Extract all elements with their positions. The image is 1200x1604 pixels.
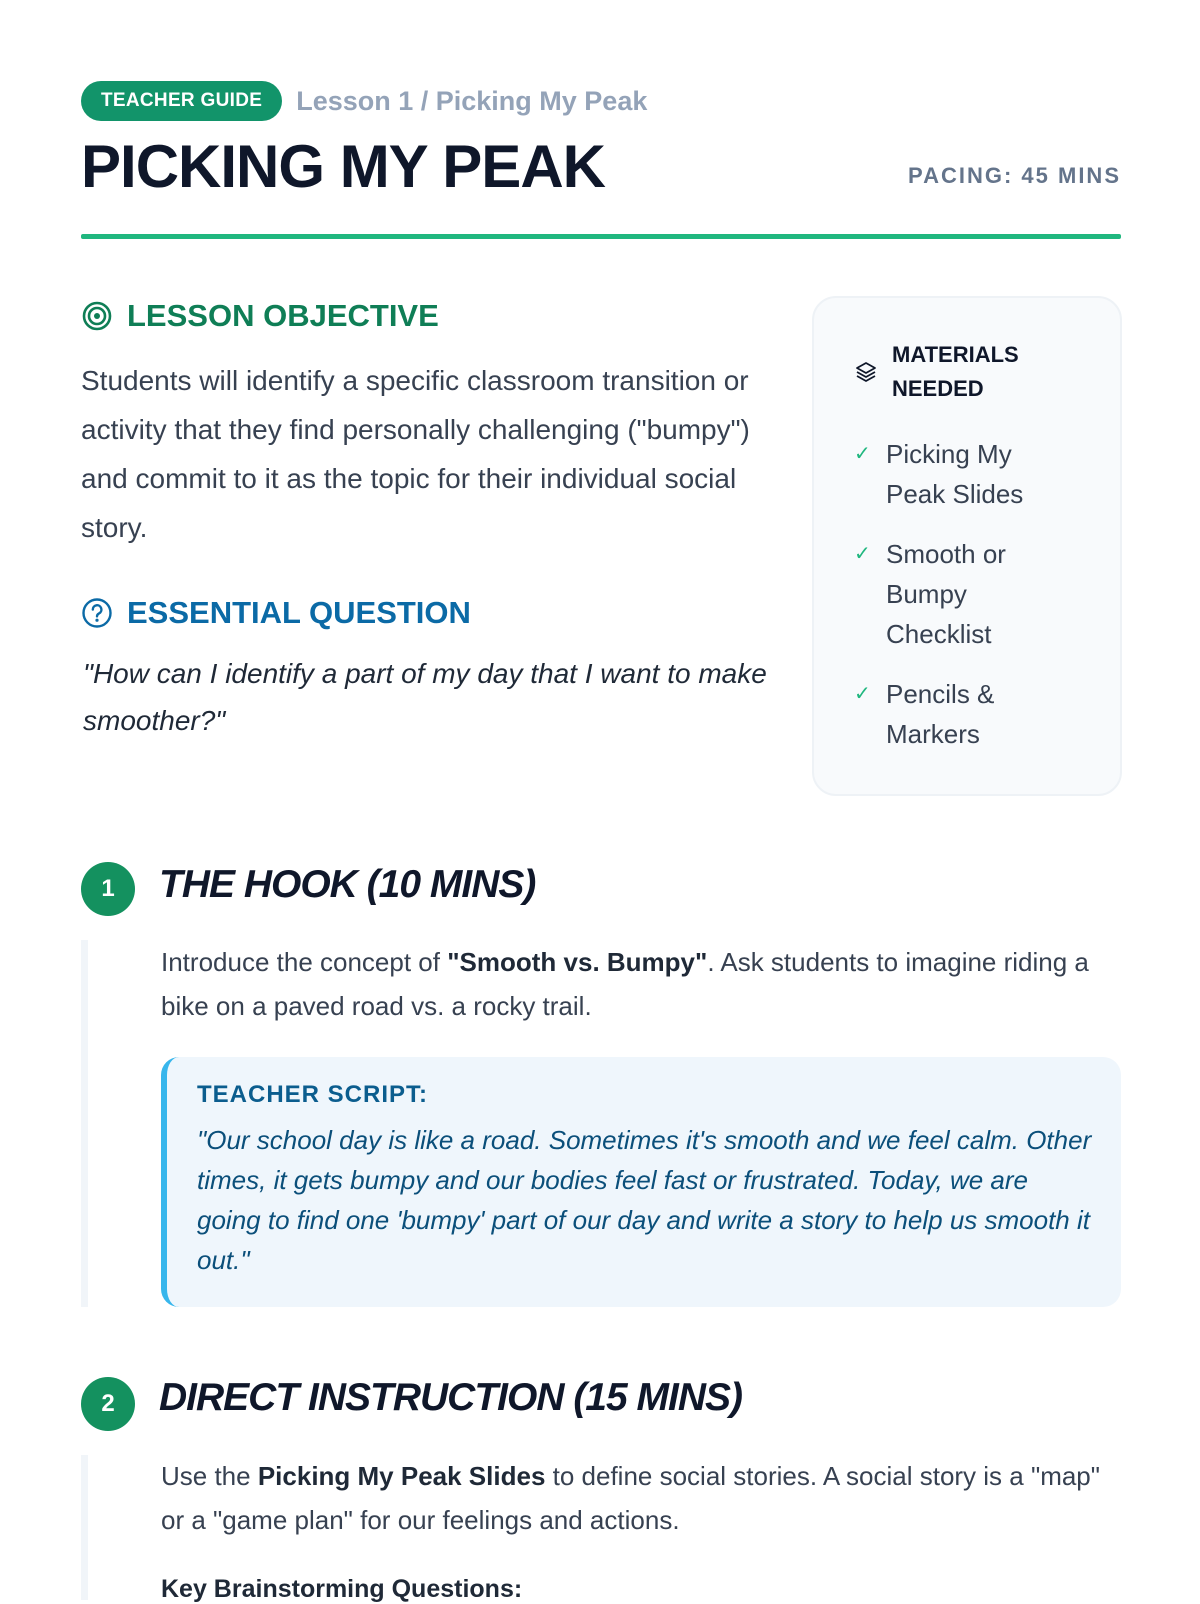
objective-title: LESSON OBJECTIVE <box>127 298 439 333</box>
essential-question-text: "How can I identify a part of my day that I want to make smoother?" <box>83 658 767 736</box>
page-title: PICKING MY PEAK <box>81 133 605 200</box>
pacing-label: PACING: 45 MINS <box>908 163 1121 188</box>
header-divider <box>81 234 1121 239</box>
essential-question-title: ESSENTIAL QUESTION <box>127 595 471 630</box>
target-icon <box>81 300 113 332</box>
essential-question-heading <box>81 595 471 631</box>
material-item <box>854 534 1026 654</box>
step-number-badge: 2 <box>81 1377 135 1431</box>
teacher-script-box <box>161 1057 1121 1307</box>
question-circle-icon <box>81 597 113 629</box>
materials-card <box>812 296 1122 796</box>
header-row <box>81 81 647 121</box>
breadcrumb[interactable]: Lesson 1 / Picking My Peak <box>296 85 648 116</box>
step-rail <box>81 1455 88 1600</box>
script-label: TEACHER SCRIPT: <box>197 1081 429 1108</box>
step-intro: Introduce the concept of "Smooth vs. Bumpy". Ask students to imagine riding a bike on a paved road vs. a rocky trail. <box>161 947 1089 1021</box>
material-label: Picking My Peak Slides <box>886 439 1024 509</box>
layers-icon <box>854 360 878 384</box>
objective-text: Students will identify a specific classroom transition or activity that they find personally challenging ("bumpy") and commit to it as the topic for their individual social story. <box>81 365 750 543</box>
brainstorm-subheading: Key Brainstorming Questions: <box>161 1575 523 1603</box>
step-title: DIRECT INSTRUCTION (15 MINS) <box>159 1376 743 1419</box>
step-intro: Use the Picking My Peak Slides to define social stories. A social story is a "map" or a "game plan" for our feelings and actions. <box>161 1461 1101 1535</box>
materials-title: MATERIALS NEEDED <box>892 342 1019 401</box>
check-icon: ✓ <box>854 443 871 465</box>
check-icon: ✓ <box>854 683 871 705</box>
step-title: THE HOOK (10 MINS) <box>159 863 536 906</box>
material-item <box>854 434 1076 514</box>
step-rail <box>81 940 88 1307</box>
script-quote: "Our school day is like a road. Sometimes it's smooth and we feel calm. Other times, it gets bumpy and our bodies feel fast or frustrated. Today, we are going to find one 'bumpy' part of our day and write a story to help us smooth it out." <box>197 1125 1092 1275</box>
materials-heading <box>854 338 1072 406</box>
material-label: Pencils & Markers <box>886 679 995 749</box>
check-icon: ✓ <box>854 543 871 565</box>
teacher-guide-badge: TEACHER GUIDE <box>81 81 282 121</box>
objective-heading <box>81 298 439 334</box>
material-label: Smooth or Bumpy Checklist <box>886 539 1006 649</box>
step-number-badge: 1 <box>81 862 135 916</box>
material-item <box>854 674 1046 754</box>
